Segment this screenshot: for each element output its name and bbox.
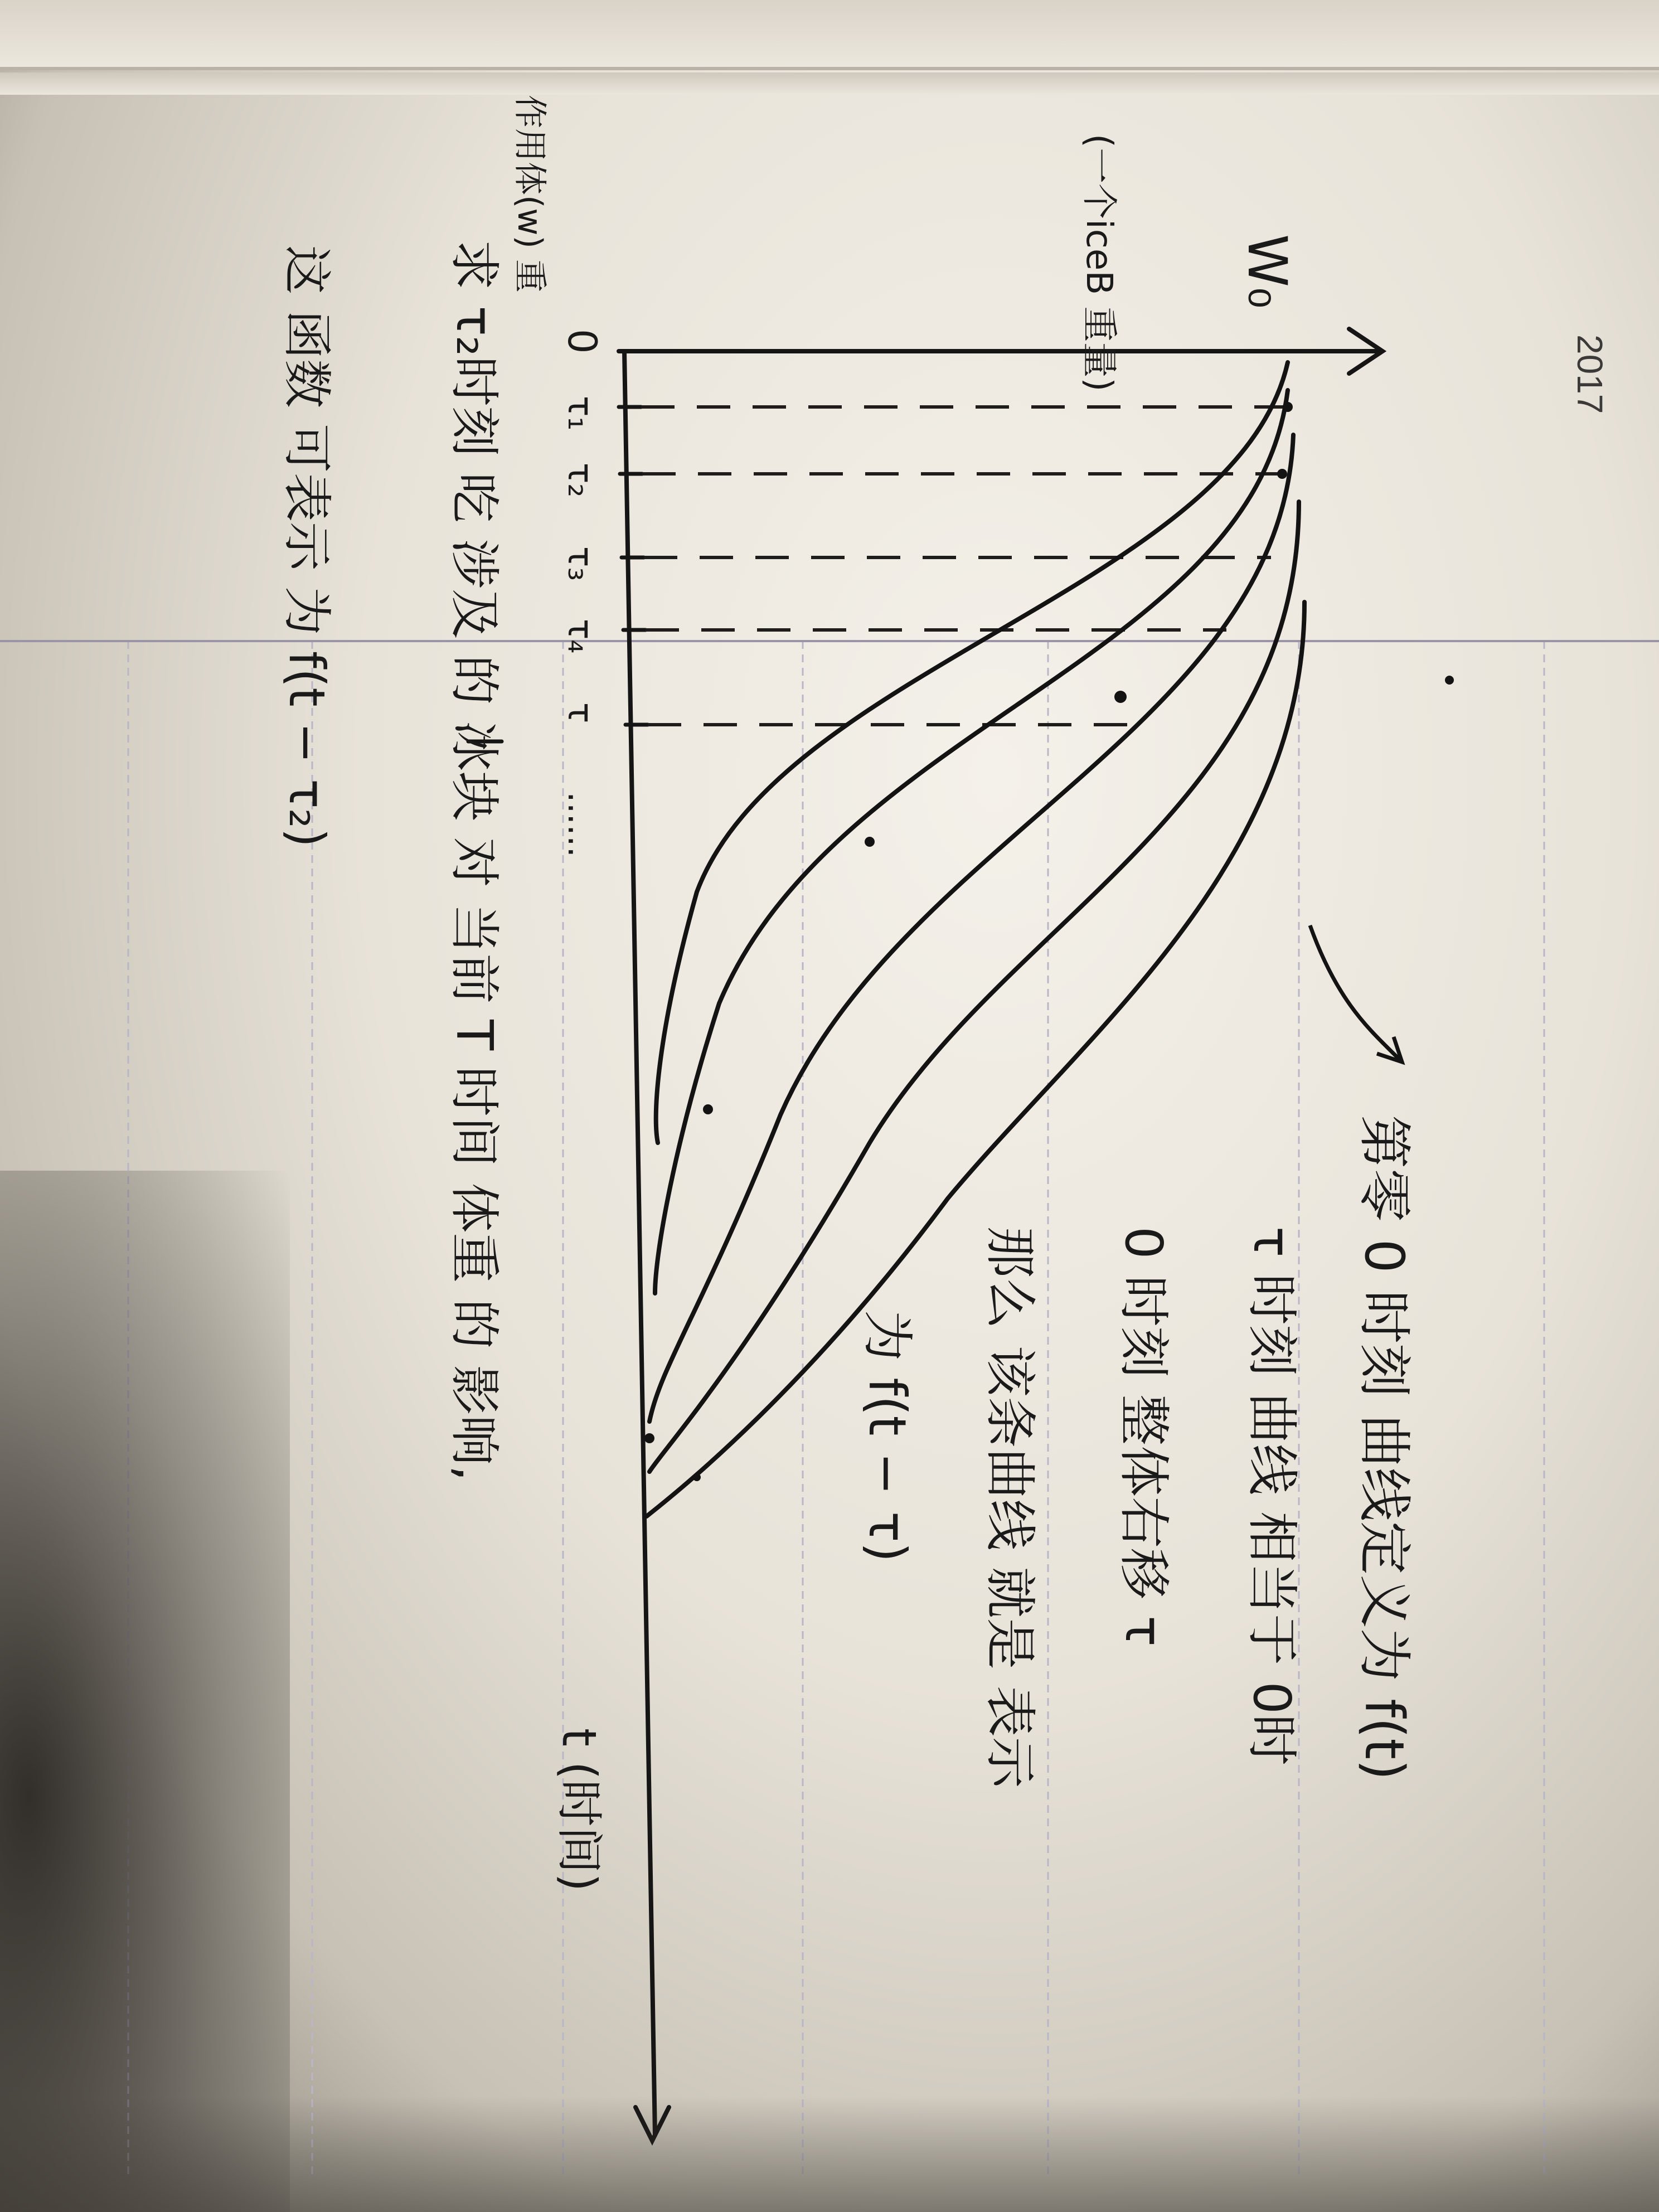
curve-t0 (656, 362, 1288, 1143)
note-line-4: 那么 该条曲线 就是 表示 (980, 1226, 1040, 1788)
note-line-2: τ 时刻 曲线 相当于 0时 (1242, 1226, 1302, 1765)
curve-dot (644, 1433, 654, 1443)
notebook-year: 2017 (1570, 334, 1610, 414)
origin-label: 0 (559, 329, 605, 354)
x-axis (624, 351, 655, 2135)
y-axis-note: (一个iceB 重量) (1078, 134, 1119, 392)
tick-label-t2: τ₂ (560, 463, 601, 498)
curve-dot (1277, 469, 1287, 479)
tick-label-t1: τ₁ (560, 396, 601, 431)
note-line-3: 0 时刻 整体右移 τ (1114, 1226, 1173, 1647)
y-axis-label: W₀ (1236, 234, 1298, 309)
hand-shadow (0, 1171, 290, 2212)
curve-dots (644, 402, 1454, 1481)
curve-dot (693, 1473, 701, 1481)
curve-dot (865, 837, 875, 847)
note-line-1: 第零 0 时刻 曲线定义为 f(t) (1353, 1115, 1415, 1781)
tick-label-t: τ (560, 702, 601, 724)
curve-dot (1114, 691, 1127, 703)
bottom-note-2: 这 函数 可表示 为 f(t − τ₂) (278, 245, 336, 847)
curve-dot (1283, 402, 1293, 412)
pointer-arrow (1310, 925, 1399, 1059)
curve-t4 (647, 602, 1304, 1516)
tick-label-ellipsis: ...... (560, 792, 601, 858)
note-line-5: 为 f(t − τ) (857, 1310, 917, 1563)
tick-label-t3: τ₃ (560, 546, 601, 581)
curve-t2 (649, 435, 1293, 1422)
tick-label-t4: τ₄ (560, 619, 601, 654)
left-axis-label: 作用体(w) 重 (510, 95, 549, 293)
curve-t1 (655, 390, 1288, 1293)
curve-dot (703, 1104, 713, 1114)
dashed-guides (641, 407, 1288, 725)
decay-curves (647, 362, 1304, 1516)
x-axis-label: t (时间) (552, 1728, 607, 1892)
bottom-note-1: 求 τ₂时刻 吃 涉及 的 冰块 对 当前 T 时间 体重 的 影响, (445, 240, 503, 1482)
bottom-shadow (0, 2096, 1659, 2212)
curve-dot (1445, 676, 1454, 685)
